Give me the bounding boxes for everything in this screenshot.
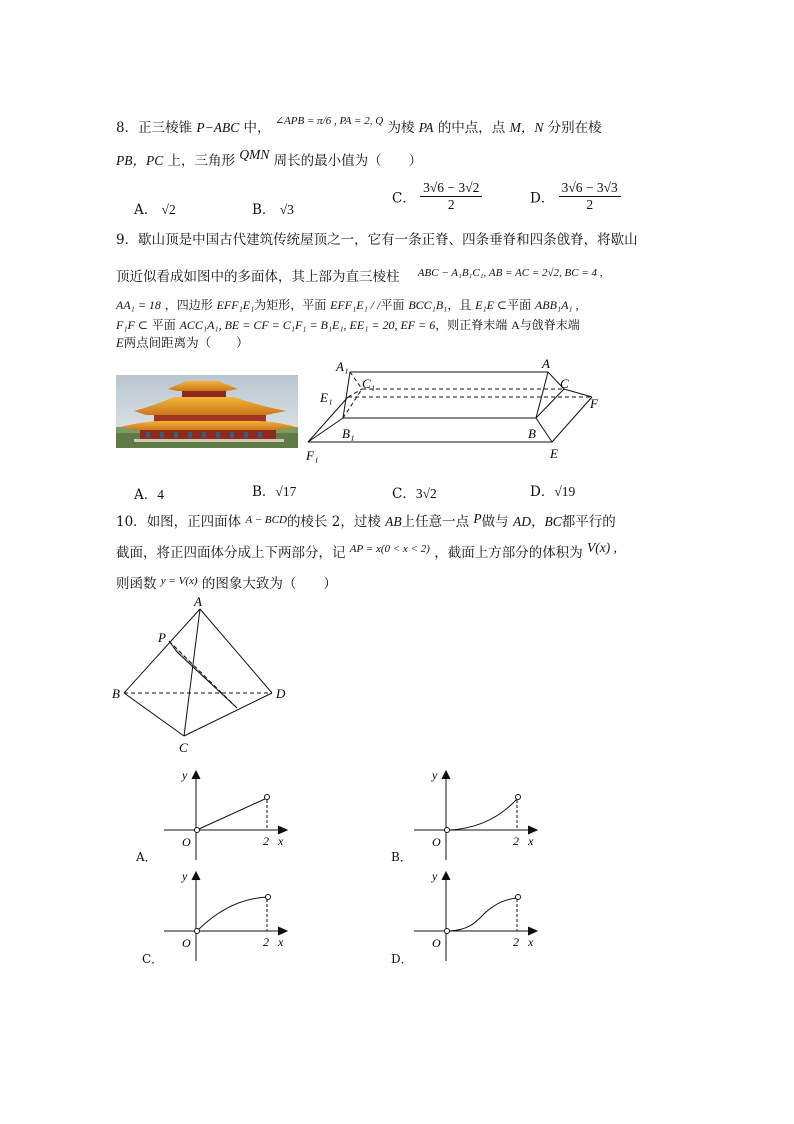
label-c: C — [560, 376, 569, 391]
svg-text:y: y — [432, 768, 438, 782]
q8-option-c[interactable]: C． $\frac{3√6 - 3√2}{2}$ — [392, 180, 482, 213]
temple-photo — [116, 375, 298, 448]
svg-text:2: 2 — [513, 834, 519, 848]
q8-option-c-fraction: $\frac{3√6 - 3√2}{2}$ — [420, 180, 482, 213]
q10-option-c[interactable]: C． — [142, 952, 164, 966]
tet-label-d: D — [276, 686, 286, 701]
q8-option-d-fraction: $\frac{3√6 - 3√3}{2}$ — [559, 180, 621, 213]
svg-text:2: 2 — [263, 834, 269, 848]
q10-line-1: 10．如图，正四面体 $^{A - BCD}$的棱长 2，过棱 AB上任意一点 P做与 AD，BC都平行的 — [116, 511, 616, 530]
label-c1: C₁ — [362, 376, 376, 391]
svg-text:x: x — [528, 834, 534, 848]
q9-option-a[interactable]: A．4 — [134, 487, 164, 503]
graph-c — [160, 866, 295, 966]
q9-line-4: F₁F ⊂ 平面 ACC₁A₁, BE = CF = C₁F₁ = B₁E₁, EE₁ = 20, EF = 6，则正脊末端 A与戗脊末端 — [116, 318, 580, 332]
tet-label-p: P — [158, 630, 166, 645]
svg-text:O: O — [432, 835, 441, 849]
q9-polyhedron-figure — [300, 356, 610, 466]
q9-option-b[interactable]: B．√17 — [252, 484, 297, 500]
q8-option-d[interactable]: D． $\frac{3√6 - 3√3}{2}$ — [530, 180, 621, 213]
q9-option-c[interactable]: C．3√2 — [392, 486, 437, 502]
svg-text:O: O — [182, 936, 191, 950]
tet-label-b: B — [112, 686, 120, 701]
svg-text:O: O — [182, 835, 191, 849]
q8-line-1: 8．正三棱锥 P−ABC 中， $^{\angle APB = \pi/6 , PA = 2, Q}$ 为棱 PA 的中点，点 M，N 分别在棱 — [116, 115, 602, 136]
label-e1: E₁ — [320, 390, 333, 405]
q8-line-2: PB，PC 上，三角形 QMN 周长的最小值为（ ） — [116, 147, 423, 169]
q10-option-b[interactable]: B． — [391, 850, 412, 864]
graph-b — [410, 765, 545, 865]
q10-tetrahedron-figure — [108, 592, 298, 762]
svg-text:2: 2 — [513, 935, 519, 949]
label-f: F — [590, 396, 598, 411]
q9-option-d[interactable]: D．√19 — [530, 484, 576, 500]
svg-text:y: y — [432, 869, 438, 883]
svg-text:2: 2 — [263, 935, 269, 949]
q8-option-a[interactable]: A． √2 — [134, 202, 176, 218]
q9-line-2: 顶近似看成如图中的多面体，其上部为直三棱柱 $^{ABC - A_1B_1C_1, AB = AC = 2√2, BC = 4 ,}$ — [116, 267, 603, 285]
graph-a — [160, 765, 295, 865]
label-a: A — [542, 356, 550, 371]
svg-text:y: y — [182, 768, 188, 782]
q10-line-2: 截面，将正四面体分成上下两部分，记 $^{AP = x(0 < x < 2)}$ ，截面上方部分的体积为 V(x) , — [116, 540, 617, 561]
q10-line-3: 则函数 $^{y = V(x)}$ 的图象大致为（ ） — [116, 575, 337, 592]
tet-label-c: C — [179, 740, 188, 755]
graph-d — [410, 866, 545, 966]
q10-option-a[interactable]: A． — [136, 850, 157, 864]
label-b1: B₁ — [342, 426, 355, 441]
svg-text:y: y — [182, 869, 188, 883]
tet-label-a: A — [194, 594, 202, 609]
label-b: B — [528, 426, 536, 441]
q9-line-1: 9．歇山顶是中国古代建筑传统屋顶之一，它有一条正脊、四条垂脊和四条戗脊，将歇山 — [116, 232, 638, 248]
svg-text:x: x — [278, 935, 284, 949]
label-e: E — [550, 446, 558, 461]
label-f1: F₁ — [306, 448, 319, 463]
q10-option-d[interactable]: D． — [391, 952, 413, 966]
q9-line-5: E两点间距离为（ ） — [116, 335, 249, 350]
svg-text:x: x — [278, 834, 284, 848]
svg-text:O: O — [432, 936, 441, 950]
svg-text:x: x — [528, 935, 534, 949]
q8-option-b[interactable]: B． √3 — [252, 202, 294, 218]
label-a1: A₁ — [336, 359, 349, 374]
q9-line-3: AA₁ = 18 ，四边形 EFF₁E₁为矩形，平面 EFF₁E₁ / /平面 BCC₁B₁，且 E₁E ⊂平面 ABB₁A₁ , — [116, 298, 579, 312]
